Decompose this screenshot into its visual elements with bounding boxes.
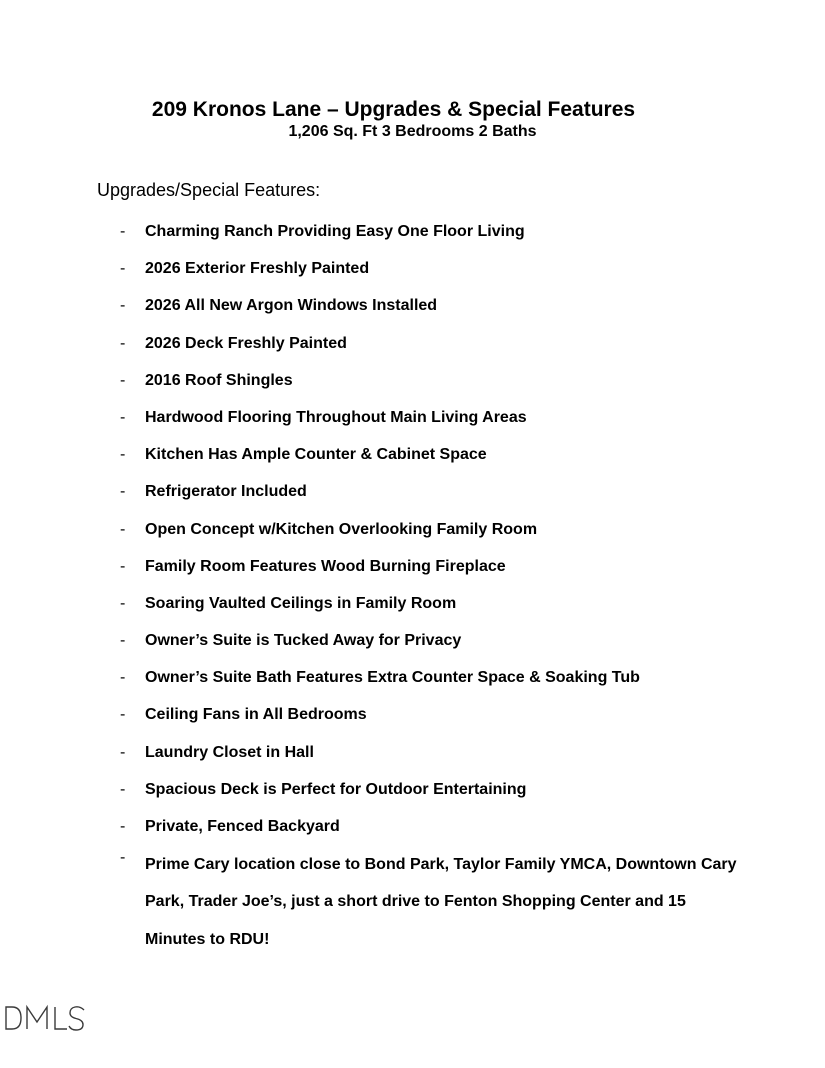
feature-text: Owner’s Suite is Tucked Away for Privacy <box>145 632 462 650</box>
document-title: 209 Kronos Lane – Upgrades & Special Features <box>151 98 636 121</box>
feature-text: Hardwood Flooring Throughout Main Living Areas <box>145 408 527 426</box>
dmls-watermark-logo <box>4 1003 86 1033</box>
feature-text: Laundry Closet in Hall <box>145 743 314 761</box>
bullet-dash: - <box>120 334 126 352</box>
feature-item <box>0 629 825 666</box>
bullet-dash: - <box>120 408 126 426</box>
feature-text: Private, Fenced Backyard <box>145 818 340 835</box>
feature-text: Refrigerator Included <box>145 483 307 501</box>
feature-text: 2016 Roof Shingles <box>145 371 293 389</box>
feature-item <box>0 741 825 778</box>
feature-item <box>0 518 825 555</box>
bullet-dash: - <box>120 446 126 464</box>
section-heading: Upgrades/Special Features: <box>97 180 321 200</box>
feature-text: Spacious Deck is Perfect for Outdoor Entertaining <box>145 780 527 798</box>
feature-text: Charming Ranch Providing Easy One Floor Living <box>145 223 525 240</box>
bullet-dash: - <box>120 743 126 761</box>
bullet-dash: - <box>120 260 126 278</box>
bullet-dash: - <box>120 483 126 501</box>
feature-text: Soaring Vaulted Ceilings in Family Room <box>145 594 457 612</box>
bullet-dash: - <box>120 632 126 650</box>
feature-item <box>0 257 825 294</box>
bullet-dash: - <box>120 780 126 798</box>
feature-item <box>0 778 825 815</box>
feature-text: Family Room Features Wood Burning Fireplace <box>145 557 506 575</box>
feature-text: Owner’s Suite Bath Features Extra Counter Space & Soaking Tub <box>145 669 640 687</box>
bullet-dash: - <box>120 848 126 866</box>
bullet-dash: - <box>120 669 126 687</box>
feature-item <box>0 555 825 592</box>
feature-item <box>0 443 825 480</box>
feature-text: Prime Cary location close to Bond Park, Taylor Family YMCA, Downtown Cary Park, Trader Joe’s, just a short drive to Fenton Shopping Center and 15 Minutes to RDU! <box>145 855 737 948</box>
feature-text: 2026 All New Argon Windows Installed <box>145 297 438 315</box>
feature-item <box>0 369 825 406</box>
bullet-dash: - <box>120 557 126 575</box>
bullet-dash: - <box>120 594 126 612</box>
document-subtitle: 1,206 Sq. Ft 3 Bedrooms 2 Baths <box>288 123 537 140</box>
feature-item <box>0 294 825 331</box>
bullet-dash: - <box>120 223 126 240</box>
feature-list <box>0 220 825 958</box>
bullet-dash: - <box>120 706 126 724</box>
feature-text: 2026 Deck Freshly Painted <box>145 334 347 352</box>
feature-item <box>0 480 825 517</box>
feature-item <box>0 220 825 257</box>
feature-text: Open Concept w/Kitchen Overlooking Family Room <box>145 520 538 538</box>
bullet-dash: - <box>120 297 126 315</box>
feature-text: 2026 Exterior Freshly Painted <box>145 260 370 278</box>
bullet-dash: - <box>120 818 126 835</box>
feature-item <box>0 332 825 369</box>
bullet-dash: - <box>120 371 126 389</box>
feature-item <box>0 592 825 629</box>
feature-item <box>0 846 825 959</box>
bullet-dash: - <box>120 520 126 538</box>
feature-item <box>0 666 825 703</box>
feature-text: Ceiling Fans in All Bedrooms <box>145 706 367 724</box>
feature-item <box>0 406 825 443</box>
feature-text: Kitchen Has Ample Counter & Cabinet Space <box>145 446 487 464</box>
feature-item <box>0 703 825 740</box>
